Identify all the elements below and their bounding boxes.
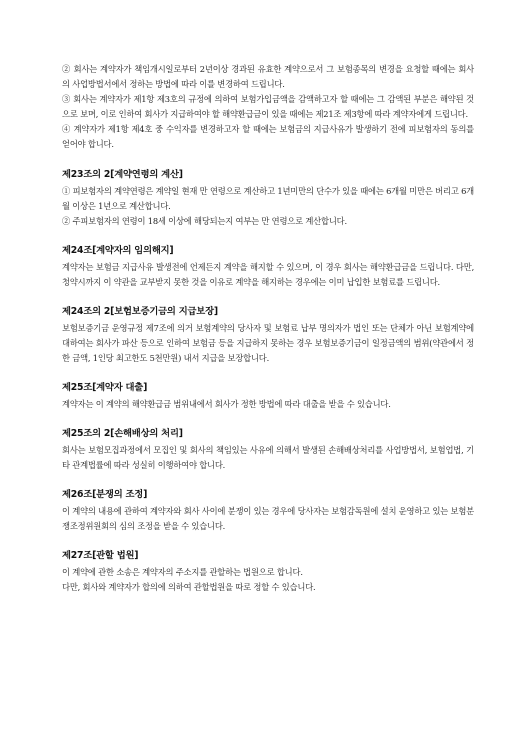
section-heading: 제26조[분쟁의 조정] [62, 489, 148, 500]
section-paragraph: ① 피보험자의 계약연령은 계약일 현재 만 연령으로 계산하고 1년미만의 단수가 있을 때에는 6개월 미만은 버리고 6개월 이상은 1년으로 계산합니다. [62, 186, 474, 211]
section-paragraph: 회사는 보험모집과정에서 모집인 및 회사의 책임있는 사유에 의해서 발생된 손해배상처리를 사업방법서, 보험업법, 기타 관계법률에 따라 성실히 이행하여야 합니다. [62, 445, 474, 470]
document-page [62, 62, 474, 595]
section-article-25-2 [62, 426, 474, 473]
section-paragraph: 이 계약에 관한 소송은 계약자의 주소지를 관할하는 법원으로 합니다. [62, 567, 303, 577]
section-heading: 제24조의 2[보험보증기금의 지급보장] [62, 306, 218, 317]
section-heading: 제27조[관할 법원] [62, 550, 139, 561]
section-heading: 제24조[계약자의 임의해지] [62, 245, 174, 256]
section-article-27 [62, 548, 474, 595]
section-article-26 [62, 487, 474, 534]
section-heading: 제23조의 2[계약연령의 계산] [62, 169, 183, 180]
section-paragraph: 이 계약의 내용에 관하여 계약자와 회사 사이에 분쟁이 있는 경우에 당사자는 보험감독원에 설치 운영하고 있는 보험분쟁조정위원회의 심의 조정을 받을 수 있습니다. [62, 506, 474, 531]
section-article-25 [62, 380, 474, 412]
section-article-23-2 [62, 167, 474, 229]
section-paragraph: ② 주피보험자의 연령이 18세 이상에 해당되는지 여부는 만 연령으로 계산합니다. [62, 216, 347, 226]
section-article-24-2 [62, 304, 474, 366]
section-article-24 [62, 243, 474, 290]
section-paragraph: 계약자는 보험금 지급사유 발생전에 언제든지 계약을 해지할 수 있으며, 이 경우 회사는 해약환급금을 드립니다. 다만, 청약시까지 이 약관을 교부받지 못한 것을 이유로 계약을 해지하는 경우에는 이미 납입한 보험료를 드립니다. [62, 262, 474, 287]
section-paragraph: 계약자는 이 계약의 해약환급금 범위내에서 회사가 정한 방법에 따라 대출을 받을 수 있습니다. [62, 399, 391, 409]
intro-paragraph: ④ 계약자가 제1항 제4호 중 수익자를 변경하고자 할 때에는 보험금의 지급사유가 발생하기 전에 피보험자의 동의를 얻어야 합니다. [62, 124, 474, 149]
intro-block [62, 62, 474, 152]
intro-paragraph: ② 회사는 계약자가 책임개시일로부터 2년이상 경과된 유효한 계약으로서 그 보험종목의 변경을 요청할 때에는 회사의 사업방법서에서 정하는 방법에 따라 이를 변경하여 드립니다. [62, 64, 474, 89]
section-paragraph: 다만, 회사와 계약자가 합의에 의하여 관할법원을 따로 정할 수 있습니다. [62, 582, 316, 592]
section-heading: 제25조[계약자 대출] [62, 382, 148, 393]
section-heading: 제25조의 2[손해배상의 처리] [62, 428, 183, 439]
section-paragraph: 보험보증기금 운영규정 제7조에 의거 보험계약의 당사자 및 보험료 납부 명의자가 법인 또는 단체가 아닌 보험계약에 대하여는 회사가 파산 등으로 인하여 보험금 등을 지급하지 못하는 경우 보험보증기금이 일정금액의 범위(약관에서 정한 금액, 1인당 최고한도 5천만원) 내서 지급을 보장합니다. [62, 323, 474, 363]
intro-paragraph: ③ 회사는 계약자가 제1항 제3호의 규정에 의하여 보험가입금액을 감액하고자 할 때에는 그 감액된 부분은 해약된 것으로 보며, 이로 인하여 회사가 지급하여야 할 해약환급금이 있을 때에는 제21조 제3항에 따라 계약자에게 드립니다. [62, 94, 474, 119]
